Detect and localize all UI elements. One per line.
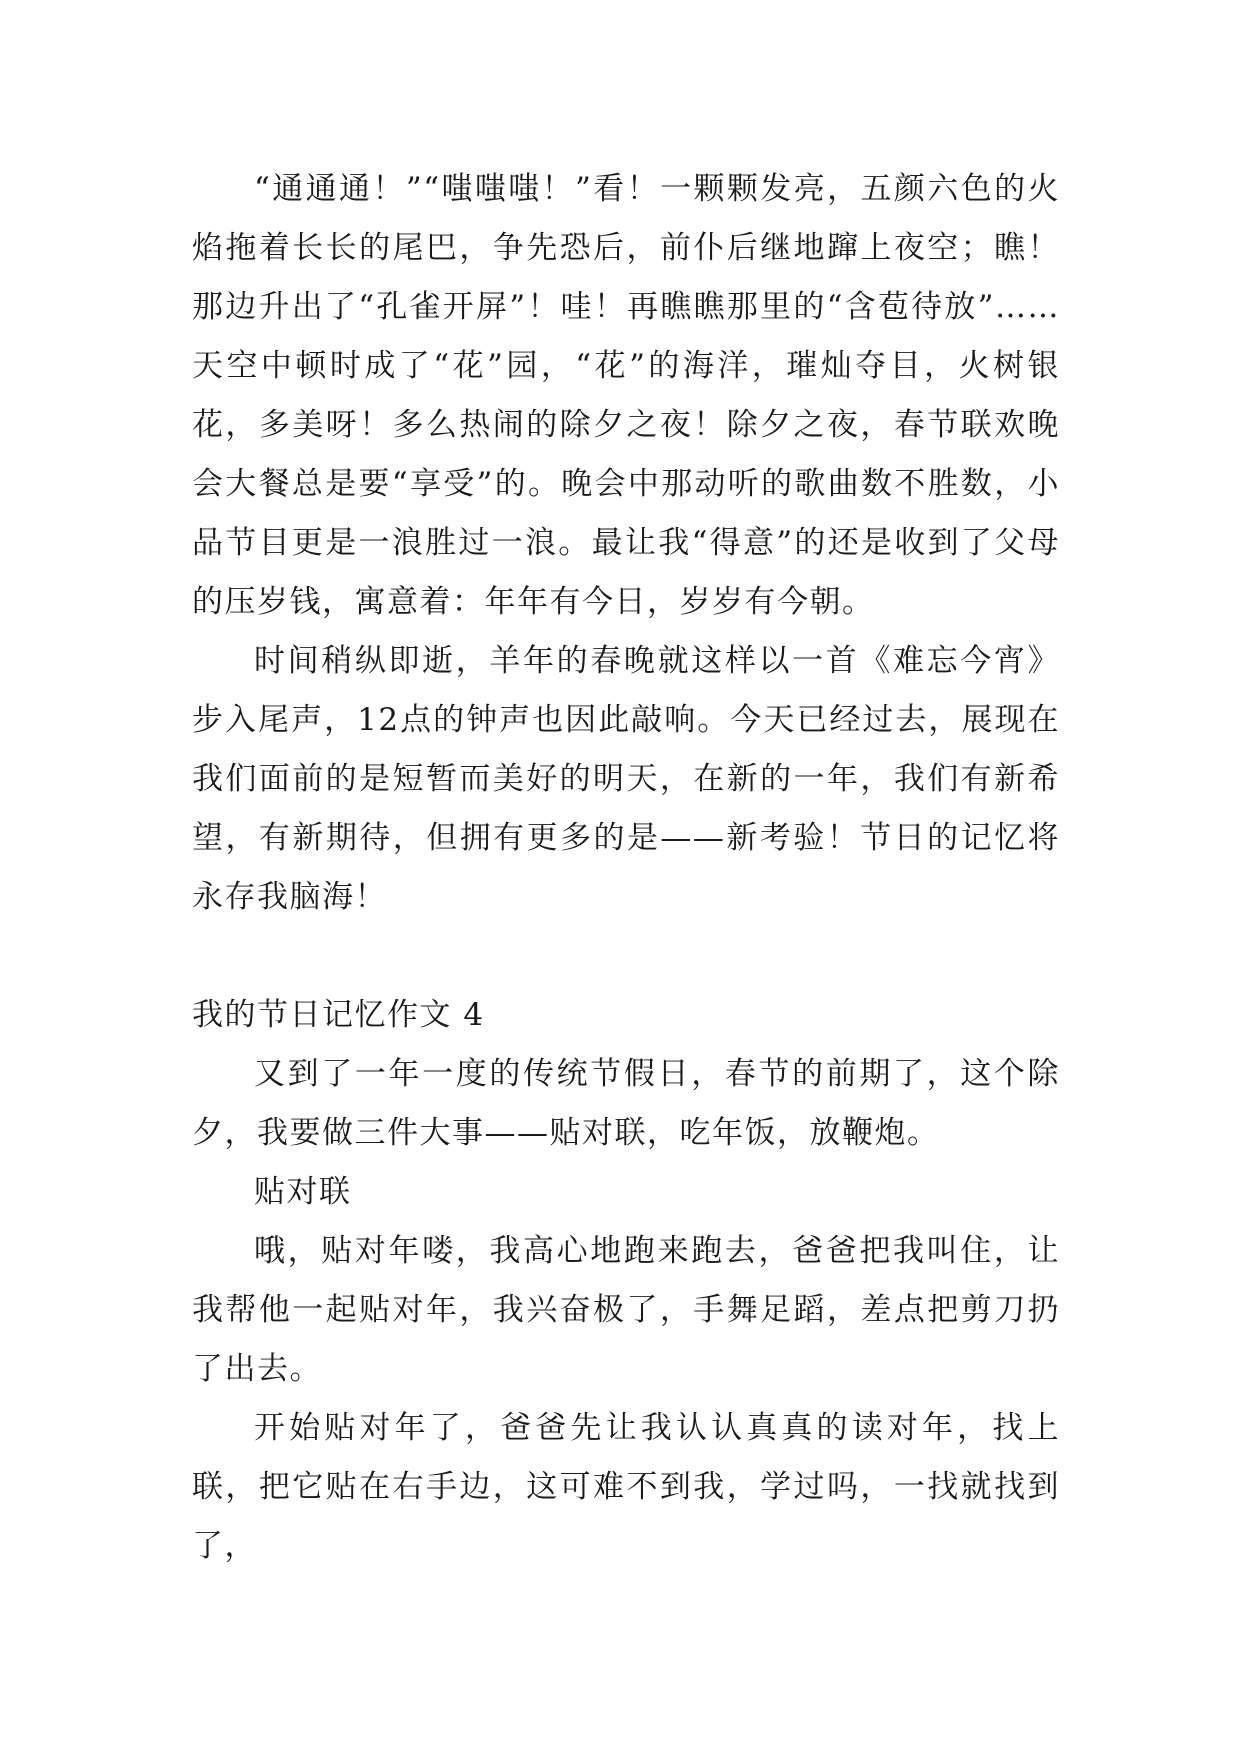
paragraph-fireworks: “通通通！”“嗤嗤嗤！”看！一颗颗发亮，五颜六色的火焰拖着长长的尾巴，争先恐后，前仆后继地蹿上夜空；瞧！那边升出了“孔雀开屏”！哇！再瞧瞧那里的“含苞待放”……天空中顿时成了“花”园，“花”的海洋，璀灿夺目，火树银花，多美呀！多么热闹的除夕之夜！除夕之夜，春节联欢晚会大餐总是要“享受”的。晚会中那动听的歌曲数不胜数，小品节目更是一浪胜过一浪。最让我“得意”的还是收到了父母的压岁钱，寓意着：年年有今日，岁岁有今朝。 [192, 171, 1060, 620]
paragraph-reading-couplets: 开始贴对年了，爸爸先让我认认真真的读对年，找上联，把它贴在右手边，这可难不到我，学过吗，一找就找到了， [192, 1410, 1060, 1564]
paragraph-new-year-bell: 时间稍纵即逝，羊年的春晚就这样以一首《难忘今宵》步入尾声，12点的钟声也因此敲响。今天已经过去，展现在我们面前的是短暂而美好的明天，在新的一年，我们有新希望，有新期待，但拥有更多的是——新考验！节日的记忆将永存我脑海！ [192, 643, 1060, 915]
document-body [192, 160, 1060, 1576]
section-heading: 我的节日记忆作文 4 [192, 997, 485, 1033]
paragraph-posting-couplets: 哦，贴对年喽，我高心地跑来跑去，爸爸把我叫住，让我帮他一起贴对年，我兴奋极了，手舞足蹈，差点把剪刀扔了出去。 [192, 1233, 1060, 1387]
paragraph-three-tasks: 又到了一年一度的传统节假日，春节的前期了，这个除夕，我要做三件大事——贴对联，吃年饭，放鞭炮。 [192, 1056, 1060, 1151]
subheading-couplets: 贴对联 [254, 1174, 352, 1210]
section-spacer [192, 927, 1060, 986]
